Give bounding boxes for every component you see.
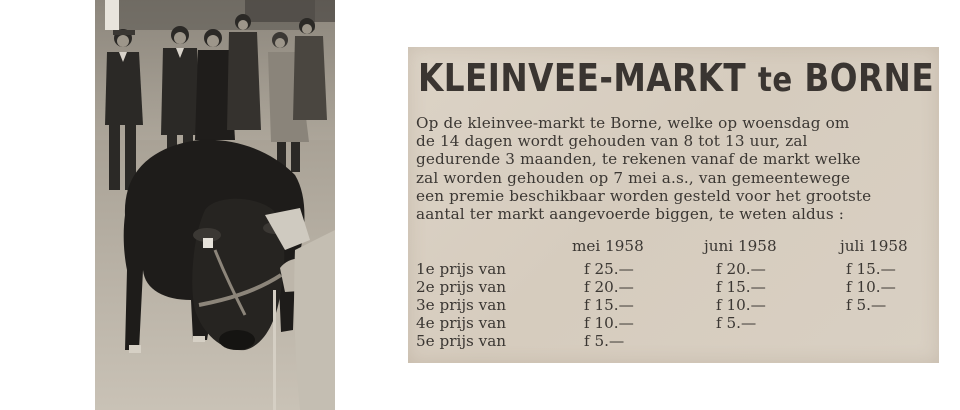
body-line: een premie beschikbaar worden gesteld voor het grootste	[416, 186, 872, 205]
headline-place: BORNE	[804, 56, 935, 100]
prize-row	[416, 260, 934, 278]
prize-value: f 5.—	[584, 332, 625, 350]
body-line: aantal ter markt aangevoerde biggen, te weten aldus :	[416, 205, 845, 224]
prize-label: 4e prijs van	[416, 314, 507, 332]
body-line: de 14 dagen wordt gehouden van 8 tot 13 uur, zal	[416, 132, 808, 151]
prize-value: f 5.—	[846, 296, 887, 314]
body-line: zal worden gehouden op 7 mei a.s., van gemeentewege	[416, 168, 851, 187]
column-header-may: mei 1958	[572, 237, 644, 255]
prize-label: 5e prijs van	[416, 332, 507, 350]
body-line: gedurende 3 maanden, te rekenen vanaf de markt welke	[416, 150, 861, 169]
prize-value: f 10.—	[584, 314, 634, 332]
market-photo	[95, 0, 335, 410]
prize-label: 1e prijs van	[416, 260, 507, 278]
prize-row	[416, 332, 934, 350]
prize-value: f 5.—	[716, 314, 757, 332]
article-headline	[418, 56, 935, 101]
column-header-june: juni 1958	[704, 237, 777, 255]
prize-value: f 15.—	[716, 278, 766, 296]
prize-value: f 10.—	[716, 296, 766, 314]
column-header-july: juli 1958	[840, 237, 908, 255]
prize-row	[416, 296, 934, 314]
prize-row	[416, 314, 934, 332]
headline-preposition: te	[757, 60, 793, 100]
prize-value: f 25.—	[584, 260, 634, 278]
cattle-market-photo-icon	[95, 0, 335, 410]
prize-value: f 20.—	[584, 278, 634, 296]
newspaper-clipping	[408, 47, 939, 363]
prize-label: 2e prijs van	[416, 278, 507, 296]
headline-main: KLEINVEE-MARKT	[418, 56, 747, 100]
prize-value: f 20.—	[716, 260, 766, 278]
prize-value: f 15.—	[584, 296, 634, 314]
prize-value: f 15.—	[846, 260, 896, 278]
article-body	[416, 114, 934, 223]
prize-row	[416, 278, 934, 296]
prize-label: 3e prijs van	[416, 296, 507, 314]
prize-value: f 10.—	[846, 278, 896, 296]
body-line: Op de kleinvee-markt te Borne, welke op woensdag om	[416, 114, 850, 132]
